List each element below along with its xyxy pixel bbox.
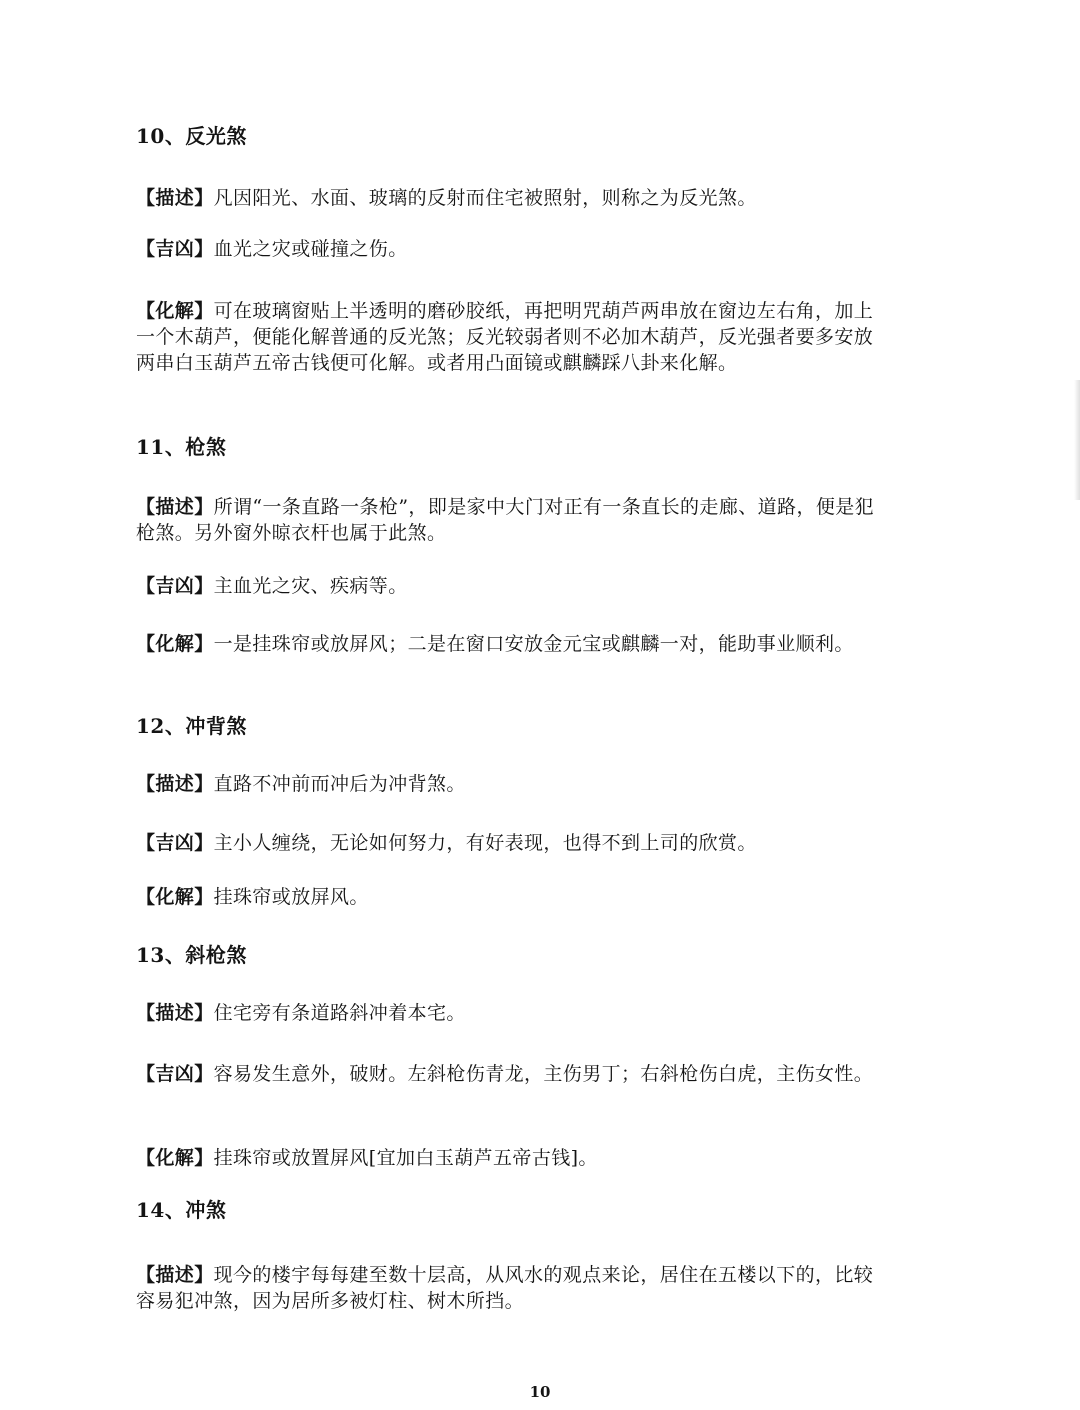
section-heading-10: 10、反光煞 xyxy=(136,124,247,148)
remedy-text: 可在玻璃窗贴上半透明的磨砂胶纸，再把明咒葫芦两串放在窗边左右角，加上一个木葫芦，便能化解普通的反光煞；反光较弱者则不必加木葫芦，反光强者要多安放两串白玉葫芦五帝古钱便可化解。或者用凸面镜或麒麟踩八卦来化解。 xyxy=(136,300,874,374)
section-heading-14: 14、冲煞 xyxy=(136,1198,227,1222)
page-number: 10 xyxy=(529,1383,551,1401)
section-11-description xyxy=(136,494,881,546)
section-10-description xyxy=(136,185,881,211)
section-heading-13: 13、斜枪煞 xyxy=(136,943,247,967)
remedy-tag: 【化解】 xyxy=(136,1147,214,1169)
section-13-fortune xyxy=(136,1061,881,1087)
section-13-description xyxy=(136,1000,881,1026)
remedy-tag: 【化解】 xyxy=(136,886,214,908)
section-heading-12: 12、冲背煞 xyxy=(136,714,247,738)
section-heading-11: 11、枪煞 xyxy=(136,435,227,459)
section-12-description xyxy=(136,771,881,797)
fortune-text: 血光之灾或碰撞之伤。 xyxy=(213,238,408,260)
remedy-text: 挂珠帘或放置屏风[宜加白玉葫芦五帝古钱]。 xyxy=(213,1147,598,1169)
description-text: 住宅旁有条道路斜冲着本宅。 xyxy=(213,1002,466,1024)
description-text: 现今的楼宇每每建至数十层高，从风水的观点来论，居住在五楼以下的，比较容易犯冲煞，因为居所多被灯柱、树木所挡。 xyxy=(136,1264,874,1312)
description-tag: 【描述】 xyxy=(136,773,214,795)
description-tag: 【描述】 xyxy=(136,496,214,518)
description-tag: 【描述】 xyxy=(136,1264,214,1286)
remedy-text: 一是挂珠帘或放屏风；二是在窗口安放金元宝或麒麟一对，能助事业顺利。 xyxy=(213,633,854,655)
remedy-tag: 【化解】 xyxy=(136,300,214,322)
fortune-tag: 【吉凶】 xyxy=(136,832,214,854)
scan-edge-shadow xyxy=(1074,380,1080,500)
section-10-remedy xyxy=(136,298,881,376)
section-10-fortune xyxy=(136,236,881,262)
description-text: 凡因阳光、水面、玻璃的反射而住宅被照射，则称之为反光煞。 xyxy=(213,187,757,209)
fortune-text: 主小人缠绕，无论如何努力，有好表现，也得不到上司的欣赏。 xyxy=(213,832,757,854)
description-text: 所谓“一条直路一条枪”，即是家中大门对正有一条直长的走廊、道路，便是犯枪煞。另外窗外晾衣杆也属于此煞。 xyxy=(136,496,875,544)
remedy-text: 挂珠帘或放屏风。 xyxy=(213,886,369,908)
section-12-fortune xyxy=(136,830,881,856)
fortune-text: 主血光之灾、疾病等。 xyxy=(213,575,408,597)
section-11-remedy xyxy=(136,631,881,657)
section-14-description xyxy=(136,1262,881,1314)
section-13-remedy xyxy=(136,1145,881,1171)
description-tag: 【描述】 xyxy=(136,1002,214,1024)
section-12-remedy xyxy=(136,884,881,910)
fortune-tag: 【吉凶】 xyxy=(136,238,214,260)
remedy-tag: 【化解】 xyxy=(136,633,214,655)
description-tag: 【描述】 xyxy=(136,187,214,209)
fortune-text: 容易发生意外，破财。左斜枪伤青龙，主伤男丁；右斜枪伤白虎，主伤女性。 xyxy=(213,1063,874,1085)
section-11-fortune xyxy=(136,573,881,599)
description-text: 直路不冲前而冲后为冲背煞。 xyxy=(213,773,466,795)
fortune-tag: 【吉凶】 xyxy=(136,575,214,597)
fortune-tag: 【吉凶】 xyxy=(136,1063,214,1085)
